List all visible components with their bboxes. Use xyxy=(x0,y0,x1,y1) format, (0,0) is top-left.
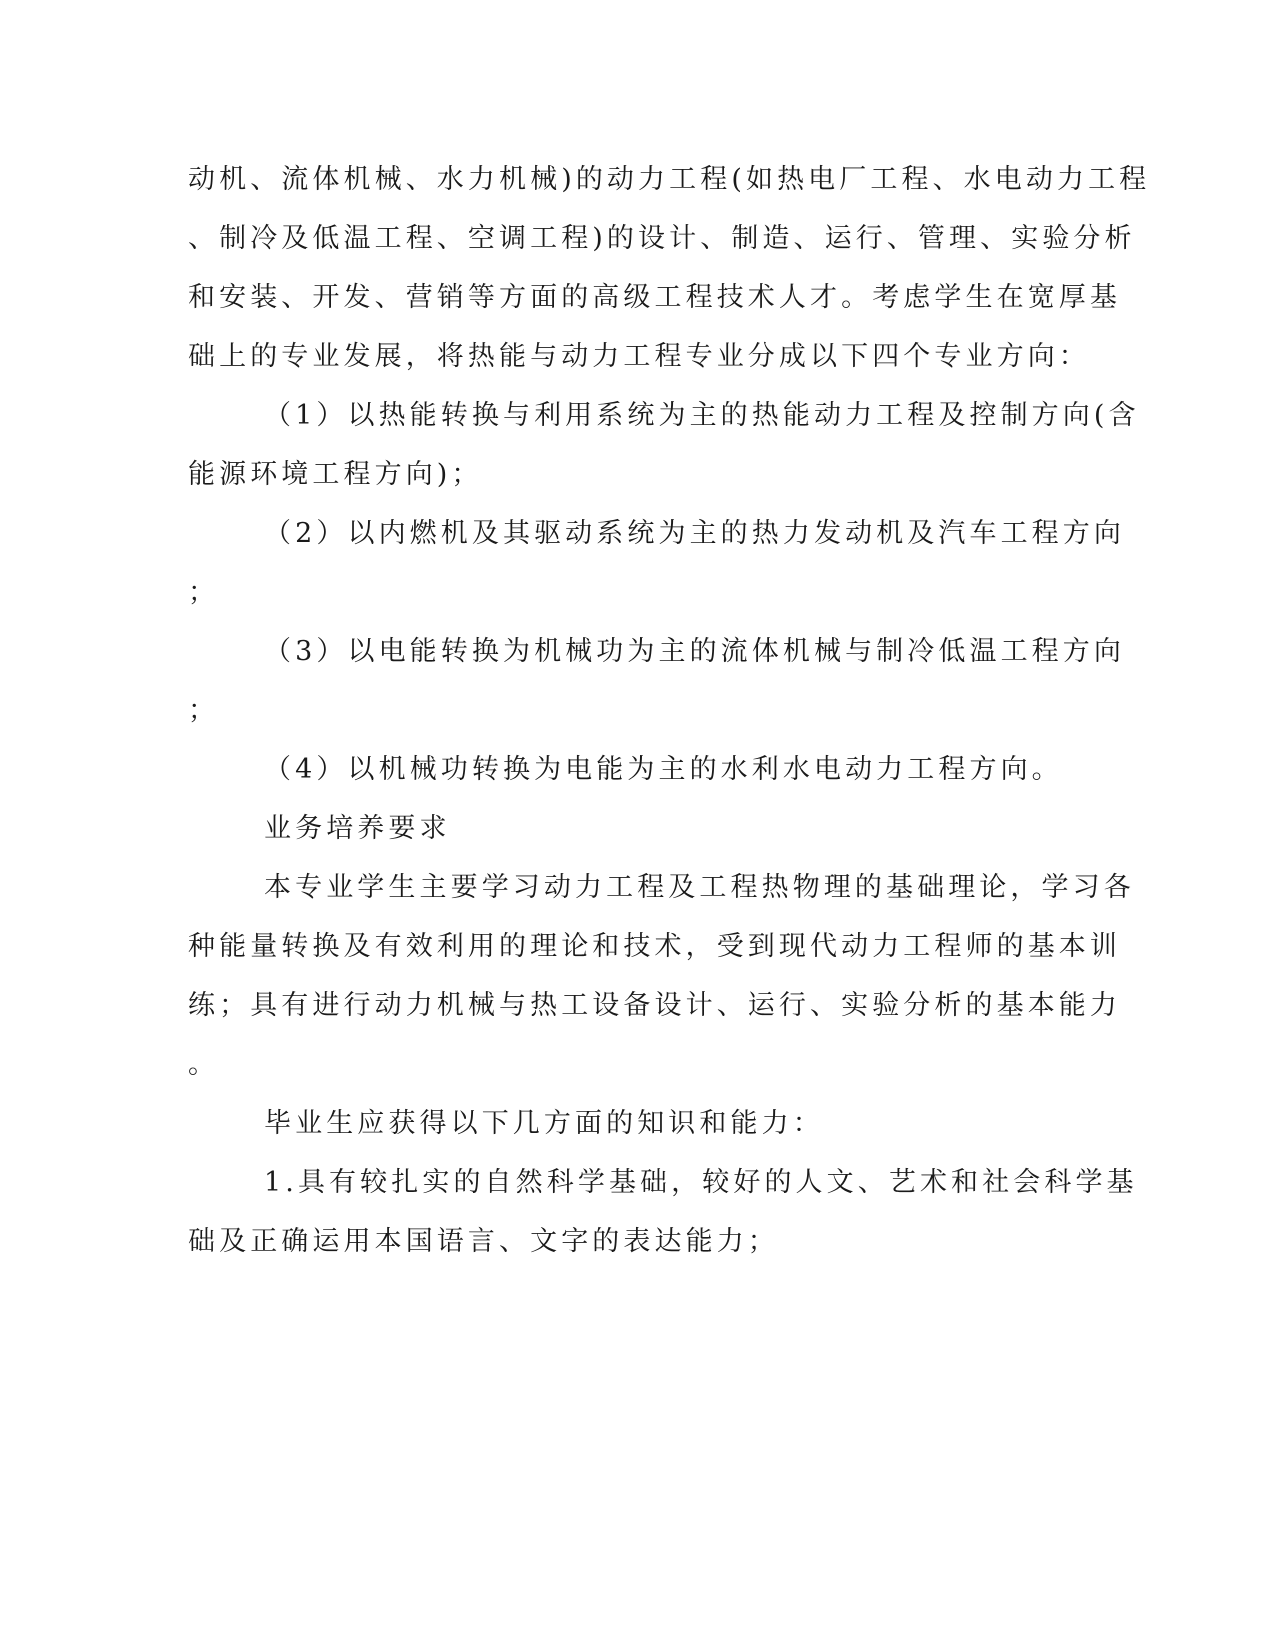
paragraph-start: 本专业学生主要学习动力工程及工程热物理的基础理论，学习各 xyxy=(264,872,1135,903)
text-line: ； xyxy=(188,577,220,608)
numbered-item-1: 1.具有较扎实的自然科学基础，较好的人文、艺术和社会科学基 xyxy=(264,1167,1138,1198)
text-line: 动机、流体机械、水力机械)的动力工程(如热电厂工程、水电动力工程 xyxy=(188,164,1151,195)
text-line: 练；具有进行动力机械与热工设备设计、运行、实验分析的基本能力 xyxy=(188,990,1121,1021)
text-line: 能源环境工程方向)； xyxy=(188,459,483,490)
text-line: ； xyxy=(188,695,220,726)
list-item-4: （4）以机械功转换为电能为主的水利水电动力工程方向。 xyxy=(264,754,1063,785)
paragraph-start: 毕业生应获得以下几方面的知识和能力： xyxy=(264,1108,824,1139)
list-item-2: （2）以内燃机及其驱动系统为主的热力发动机及汽车工程方向 xyxy=(264,518,1125,549)
section-heading: 业务培养要求 xyxy=(264,813,451,844)
text-line: 础及正确运用本国语言、文字的表达能力； xyxy=(188,1226,779,1257)
list-item-1: （1）以热能转换与利用系统为主的热能动力工程及控制方向(含 xyxy=(264,400,1140,431)
text-line: 和安装、开发、营销等方面的高级工程技术人才。考虑学生在宽厚基 xyxy=(188,282,1121,313)
text-line: 。 xyxy=(188,1049,220,1080)
text-line: 种能量转换及有效利用的理论和技术，受到现代动力工程师的基本训 xyxy=(188,931,1121,962)
text-line: 础上的专业发展，将热能与动力工程专业分成以下四个专业方向： xyxy=(188,341,1090,372)
text-line: 、制冷及低温工程、空调工程)的设计、制造、运行、管理、实验分析 xyxy=(188,223,1136,254)
list-item-3: （3）以电能转换为机械功为主的流体机械与制冷低温工程方向 xyxy=(264,636,1125,667)
